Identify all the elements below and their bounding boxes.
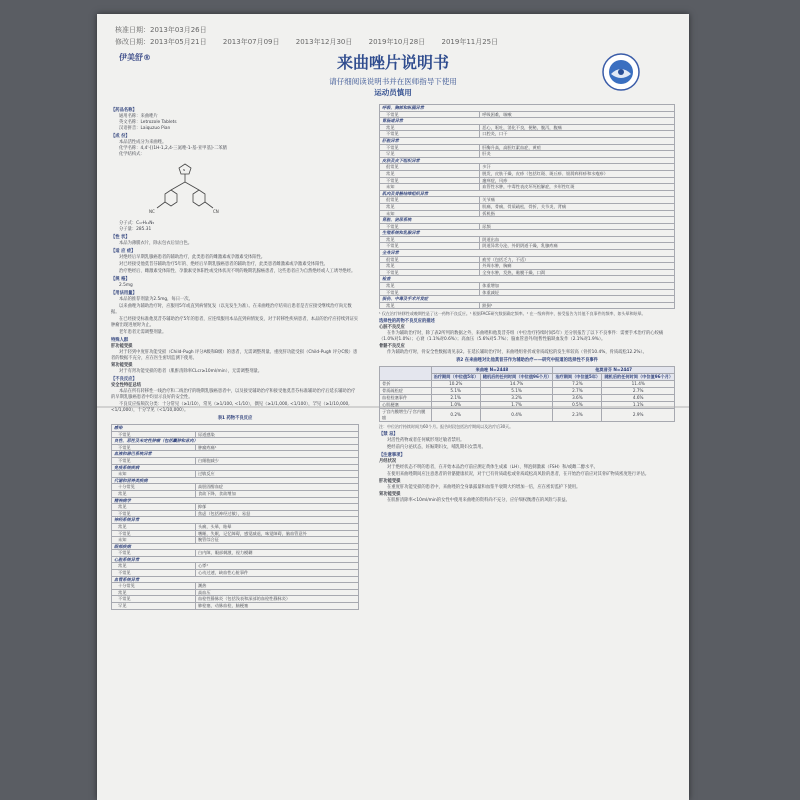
adverse-2: 不良反应按频次分类：十分常见（≥1/10），常见（≥1/100, <1/10），偶见（≥1/1,000, <1/100），罕见（≥1/10,000, <1/1,000），十分罕见（<1/10,000）。 [111, 402, 350, 413]
reaction-cell: 肺栓塞，动脉血栓，脑梗塞 [195, 603, 358, 610]
header-cell [380, 367, 432, 381]
reaction-cell: 阴道出血 [480, 236, 675, 243]
leaflet-sheet [97, 14, 689, 800]
adverse-1: 本品在所有转移性一线治疗和二线治疗的晚期乳腺癌患者中，以及接受辅助治疗和接受他莫昔芬标准辅助治疗后延长辅助治疗的早期乳腺癌患者中均显示良好的安全性。 [111, 389, 356, 400]
frequency-cell: 不常见 [112, 570, 196, 577]
table2-note: 注：中位治疗持续时间为60个月。报告时段包括治疗期间以及治疗后30天。 [379, 424, 514, 430]
frequency-cell: 常见 [380, 203, 480, 210]
table-system-row [380, 296, 675, 303]
frequency-cell: 不常见 [380, 131, 480, 138]
company-logo-icon [601, 52, 641, 92]
frequency-cell: 不常见 [380, 111, 480, 118]
kidney2-text: 在肌酐清除率<10ml/min的女性中使用来曲唑的资料尚不充分，应仔细权衡潜在的风险与获益。 [387, 498, 570, 504]
table-system-row [112, 497, 359, 504]
table-row [380, 269, 675, 276]
table-row [112, 457, 359, 464]
header-cell: 来曲唑 N=2448 [431, 367, 553, 374]
reaction-cell: 口腔炎，口干 [480, 131, 675, 138]
frequency-cell: 罕见 [112, 603, 196, 610]
frequency-cell: 未知 [380, 210, 480, 217]
reaction-cell: 尿频 [480, 223, 675, 230]
event-cell: 子宫内膜增生/子宫内膜癌 [380, 409, 432, 422]
kidney-text: 对于有肾功能受损的患者（肌酐清除率CLcr≥10ml/min），无需调整剂量。 [119, 369, 263, 374]
structure-label: 化学结构式： [119, 152, 145, 157]
table-system-row [380, 137, 675, 144]
reaction-cell: 外周水肿，胸痛 [480, 263, 675, 270]
table-row [380, 388, 675, 395]
adverse-heading: 【不良反应】 [111, 377, 137, 382]
percent-cell: 14.7% [480, 381, 553, 388]
table-row [380, 210, 675, 217]
dosage-3: 在已经接受标准他莫昔芬辅助治疗5年的患者，应连续服用本品直到病情复发，对于转移性疾病患者，本品的治疗应持续到证实肿瘤出现进展时为止。 [111, 317, 359, 328]
liver-text: 对于轻到中度肝功能受损（Child-Pugh 评分A级和B级）的患者，无需调整剂量。重度肝功能受损（Child-Pugh 评分C级）患者的数据不充分，应在医生密切监测下使用。 [111, 350, 358, 361]
percent-cell: 5.1% [480, 388, 553, 395]
safety-subheading: 安全性特征总结 [111, 383, 142, 388]
system-organ-class: 皮肤及皮下组织异常 [380, 157, 675, 164]
right-column [379, 102, 675, 505]
reaction-cell: 心动过速，缺血性心脏事件 [195, 570, 358, 577]
reaction-cell: 呼吸困难，咳嗽 [480, 111, 675, 118]
reaction-cell: 全身水肿，发热，黏膜干燥，口渴 [480, 269, 675, 276]
frequency-cell: 不常见 [112, 530, 196, 537]
contraindication-1: 对活性药物或者任何赋形剂过敏者禁用。 [387, 438, 465, 444]
main-ingredient: 本品活性成分为来曲唑。 [119, 140, 167, 145]
table-row [380, 197, 675, 204]
table-system-row [112, 464, 359, 471]
table-row [380, 203, 675, 210]
brand-name: 伊美舒® [119, 53, 151, 62]
dosage-4: 老年患者无需调整剂量。 [119, 330, 167, 335]
table-row [380, 223, 675, 230]
table-row [112, 589, 359, 596]
table-row [112, 570, 359, 577]
formula: 分子式：C₁₇H₁₁N₅ [119, 221, 155, 226]
subheader-cell: 随机后的任何时间（中位值96个月） [480, 374, 553, 381]
cardiac-text: 在作为辅助治疗时，除了表2所列的数据之外，来曲唑和他莫昔芬组（中位治疗持续时间5年）还分别报告了以下不良事件：需要手术治疗的心绞痛（1.0%对1.0%）；心衰（1.1%对0.6%）；高血压（5.6%对5.7%）；脑血管意外/短暂性脑缺血发作（2.1%对1.9%）。 [379, 331, 664, 343]
percent-cell: 0.2% [431, 409, 480, 422]
table-system-row [380, 276, 675, 283]
kidney2-subheading: 肾功能受损 [379, 492, 401, 498]
table-row [112, 563, 359, 570]
table1-title: 表1 药物不良反应 [217, 416, 253, 421]
table-row [112, 523, 359, 530]
reaction-cell: 抑郁 [195, 504, 358, 511]
frequency-cell: 常见 [380, 236, 480, 243]
reaction-cell: 疲劳（包括乏力，不适） [480, 256, 675, 263]
frequency-cell: 未知 [380, 184, 480, 191]
reaction-cell: 高胆固醇血症 [195, 484, 358, 491]
reaction-cell: 腕管综合征 [195, 537, 358, 544]
system-organ-class: 眼部疾病 [112, 543, 359, 550]
percent-cell: 3.2% [480, 395, 553, 402]
frequency-cell: 罕见 [380, 151, 480, 158]
table-system-row [380, 230, 675, 237]
header-cell: 他莫昔芬 N=2447 [553, 367, 675, 374]
table-row [112, 471, 359, 478]
left-column [111, 106, 359, 612]
event-cell: 心肌梗塞 [380, 402, 432, 409]
reaction-cell: 焦虑（包括神经过敏），易怒 [195, 510, 358, 517]
frequency-cell: 未知 [112, 471, 196, 478]
percent-cell: 2.9% [602, 409, 675, 422]
table-row [380, 164, 675, 171]
frequency-cell: 不常见 [380, 289, 480, 296]
table-system-row [380, 190, 675, 197]
table-row [380, 236, 675, 243]
bone-subheading: 骨骼不良反应 [379, 344, 405, 350]
frequency-cell: 不常见 [380, 144, 480, 151]
indication-3: 治疗绝经后、雌激素受体阳性、孕激素受体阳性或受体状况不明的晚期乳腺癌患者，这些患者应为自然绝经或人工诱导绝经。 [119, 269, 356, 274]
table-system-row [112, 425, 359, 432]
percent-cell: 10.2% [431, 381, 480, 388]
selected-adverse-heading: 选择性的药物不良反应的描述 [379, 319, 435, 325]
reaction-cell: 阴道异常分泌，外阴阴道干燥，乳腺疼痛 [480, 243, 675, 250]
frequency-cell: 常见 [112, 589, 196, 596]
indication-1: 对绝经后早期乳腺癌患者的辅助治疗，此类患者的雌激素或孕激素受体阳性。 [119, 255, 266, 260]
frequency-cell: 不常见 [380, 177, 480, 184]
reaction-cell: 多汗 [480, 164, 675, 171]
frequency-cell: 常见 [112, 504, 196, 511]
indication-heading: 【适 应 症】 [111, 249, 136, 254]
system-organ-class: 肝脏异常 [380, 137, 675, 144]
composition-heading: 【成 份】 [111, 134, 130, 139]
spec-text: 2.5mg [119, 283, 133, 288]
table1-notes: ¹ 仅在治疗转移性或晚期性是了这一药物不良反应。¹ 根据FACE研究数据确定频率。¹ 在一级病例中，接受报告为其他不良事件的频率，如头晕和眩晕。 [379, 311, 646, 317]
svg-text:NC: NC [149, 209, 155, 214]
table-system-row [112, 543, 359, 550]
system-organ-class: 神经系统异常 [112, 517, 359, 524]
table-row [380, 409, 675, 422]
reaction-cell: 关节痛 [480, 197, 675, 204]
table-row [112, 444, 359, 451]
table-system-row [112, 517, 359, 524]
reaction-cell: 体重减轻 [480, 289, 675, 296]
system-organ-class: 肾脏、泌尿系统 [380, 217, 675, 224]
system-organ-class: 心脏系统异常 [112, 556, 359, 563]
system-organ-class: 检查 [380, 276, 675, 283]
frequency-cell: 不常见 [380, 269, 480, 276]
system-organ-class: 呼吸、胸部和纵膈异常 [380, 105, 675, 112]
table-system-row [112, 477, 359, 484]
frequency-cell: 很常见 [380, 256, 480, 263]
reaction-cell: 尿道感染 [195, 431, 358, 438]
table-row [112, 550, 359, 557]
special-population-heading: 特殊人群 [111, 338, 129, 343]
adverse-reaction-table [111, 424, 359, 610]
frequency-cell: 十分常见 [112, 484, 196, 491]
event-cell: 骨折 [380, 381, 432, 388]
frequency-cell: 未知 [112, 537, 196, 544]
subheader-cell: 治疗期间（中位值5年） [553, 374, 602, 381]
system-organ-class: 免疫系统疾病 [112, 464, 359, 471]
percent-cell: 2.7% [553, 388, 602, 395]
svg-text:CN: CN [213, 209, 219, 214]
contraindication-heading: 【禁 忌】 [379, 432, 398, 438]
reaction-cell: 脱发，皮肤干燥，皮疹（包括红斑、斑丘疹、银屑病样疹和水疱疹） [480, 170, 675, 177]
subheader-cell: 治疗期间（中位值5年） [431, 374, 480, 381]
table-system-row [380, 105, 675, 112]
frequency-cell: 常见 [112, 490, 196, 497]
system-organ-class: 胃肠道异常 [380, 118, 675, 125]
table-row [112, 504, 359, 511]
system-organ-class: 肌肉及骨骼结缔组织异常 [380, 190, 675, 197]
table-row [112, 603, 359, 610]
spec-heading: 【规 格】 [111, 277, 130, 282]
cardiac-subheading: 心脏不良反应 [379, 325, 405, 331]
percent-cell: 2.1% [431, 395, 480, 402]
table-system-row [380, 118, 675, 125]
table-row [380, 131, 675, 138]
dosage-heading: 【用法用量】 [111, 291, 137, 296]
table-row [112, 490, 359, 497]
precaution-1: 对于绝经状态不明的患者，在开始本品治疗前应测定黄体生成素（LH）、卵泡刺激素（FSH）和/或雌二醇水平。 [387, 465, 598, 471]
table-row [380, 381, 675, 388]
kidney-subheading: 肾功能受损 [111, 363, 133, 368]
table-row [112, 537, 359, 544]
frequency-cell: 常见 [380, 302, 480, 309]
frequency-cell: 常见 [380, 283, 480, 290]
adverse-reaction-table-continued [379, 104, 675, 309]
event-cell: 血栓栓塞事件 [380, 395, 432, 402]
table-header-row [380, 367, 675, 374]
table-row [380, 289, 675, 296]
frequency-cell: 不常见 [112, 510, 196, 517]
molecular-weight: 分子量：285.31 [119, 227, 152, 232]
svg-text:N: N [183, 168, 186, 172]
frequency-cell: 十分常见 [112, 583, 196, 590]
liver-subheading: 肝功能受损 [111, 344, 133, 349]
reaction-cell: 潮热 [195, 583, 358, 590]
frequency-cell: 不常见 [112, 550, 196, 557]
table-system-row [112, 556, 359, 563]
frequency-cell: 不常见 [112, 444, 196, 451]
table-row [380, 302, 675, 309]
system-organ-class: 全身异常 [380, 250, 675, 257]
frequency-cell: 不常见 [112, 457, 196, 464]
document-title: 来曲唑片说明书 [336, 53, 449, 72]
reaction-cell: 白细胞减少 [195, 457, 358, 464]
revision-header [115, 24, 512, 48]
reaction-cell: 食欲下降，食欲增加 [195, 490, 358, 497]
table-row [112, 484, 359, 491]
chemical-structure-icon [145, 160, 225, 216]
frequency-cell: 常见 [380, 124, 480, 131]
character-text: 本品为薄膜衣片，除去包衣后显白色。 [119, 241, 193, 246]
table-row [380, 144, 675, 151]
reaction-cell: 肌痛，骨痛，骨质疏松，骨折，关节炎，背痛 [480, 203, 675, 210]
revision-dates: 修改日期：2013年05月21日 2013年07月09日 2013年12月30日 2019年10月28日 2019年11月25日 [115, 38, 499, 46]
table-row [112, 530, 359, 537]
percent-cell: 0.4% [480, 409, 553, 422]
reaction-cell: 过敏反应 [195, 471, 358, 478]
frequency-cell: 不常见 [380, 223, 480, 230]
table-row [112, 583, 359, 590]
table-system-row [112, 451, 359, 458]
system-organ-class: 血液和淋巴系统异常 [112, 451, 359, 458]
table-system-row [112, 576, 359, 583]
frequency-cell: 很常见 [380, 197, 480, 204]
liver2-subheading: 肝功能受损 [379, 479, 401, 485]
reaction-cell: 肝酶升高，高胆红素血症，黄疸 [480, 144, 675, 151]
percent-cell: 2.3% [553, 409, 602, 422]
reaction-cell: 恶心，呕吐，消化不良，便秘，腹泻，腹痛 [480, 124, 675, 131]
table-row [112, 596, 359, 603]
reaction-cell: 跌倒¹ [480, 302, 675, 309]
percent-cell: 7.2% [553, 381, 602, 388]
pinyin-name: 汉语拼音：Laiquzuo Pian [119, 126, 171, 131]
system-organ-class: 精神病学 [112, 497, 359, 504]
english-name: 英文名称：Letrozole Tablets [119, 120, 177, 125]
table-row [112, 510, 359, 517]
frequency-cell: 不常见 [380, 243, 480, 250]
approval-date: 核准日期：2013年03月26日 [115, 26, 207, 34]
precaution-heading: 【注意事项】 [379, 453, 405, 459]
table-row [380, 170, 675, 177]
percent-cell: 0.5% [553, 402, 602, 409]
table-row [380, 124, 675, 131]
table-row [380, 263, 675, 270]
dosage-2: 以来曲唑为辅助治疗时，应服用5年或直到病情复发（以先发生为准）。在来曲唑治疗结束后患者是否应接受继续治疗尚无数据。 [111, 304, 352, 315]
percent-cell: 11.4% [602, 381, 675, 388]
system-organ-class: 损伤、中毒及手术并发症 [380, 296, 675, 303]
generic-name: 通用名称：来曲唑片 [119, 114, 158, 119]
reaction-cell: 心悸¹ [195, 563, 358, 570]
contraindication-2: 绝经前内分泌状态，妊娠期妇女，哺乳期妇女禁用。 [387, 445, 486, 451]
table-system-row [380, 217, 675, 224]
table2-title: 表2 在来曲唑对比他莫昔芬作为辅助治疗——研究中报道的选择性不良事件 [456, 358, 598, 364]
reaction-cell: 头痛，头晕，眩晕 [195, 523, 358, 530]
system-organ-class: 感染 [112, 425, 359, 432]
subtitle: 请仔细阅读说明书并在医师指导下使用 运动员慎用 [329, 77, 457, 97]
drug-name-heading: 【药品名称】 [111, 108, 137, 113]
percent-cell: 3.6% [553, 395, 602, 402]
subheader-cell: 随机后的任何时间（中位值96个月） [602, 374, 675, 381]
percent-cell: 1.7% [480, 402, 553, 409]
system-organ-class: 血管系统异常 [112, 576, 359, 583]
reaction-cell: 扳机指 [480, 210, 675, 217]
frequency-cell: 常见 [112, 563, 196, 570]
table-row [380, 395, 675, 402]
dosage-1: 本品的推荐剂量为2.5mg，每日一次。 [119, 297, 193, 302]
frequency-cell: 不常见 [112, 431, 196, 438]
precaution-2: 在使用来曲唑期间应注意患者的骨骼健康状况，对于已有骨质疏松或骨质疏松高风险的患者，在开始治疗前应对其骨矿物质密度进行评估。 [387, 472, 650, 478]
table-row [380, 111, 675, 118]
frequency-cell: 常见 [112, 523, 196, 530]
percent-cell: 1.0% [431, 402, 480, 409]
bone-text: 作为辅助治疗时，骨安全性数据请见表2。在延长辅助治疗时，来曲唑组骨折或骨质疏松的发生率较高（骨折10.4%，骨质疏松12.2%）。 [387, 350, 647, 356]
table-row [380, 243, 675, 250]
reaction-cell: 血栓性静脉炎（包括浅表和深部的血栓性静脉炎） [195, 596, 358, 603]
reaction-cell: 肝炎 [480, 151, 675, 158]
system-organ-class: 代谢和营养类疾病 [112, 477, 359, 484]
reaction-cell: 体重增加 [480, 283, 675, 290]
frequency-cell: 很常见 [380, 164, 480, 171]
reaction-cell: 白内障，眼部刺激，视力模糊 [195, 550, 358, 557]
reaction-cell: 高血压 [195, 589, 358, 596]
frequency-cell: 常见 [380, 170, 480, 177]
system-organ-class: 生殖系统和乳腺异常 [380, 230, 675, 237]
comparison-table [379, 366, 675, 422]
table-row [380, 151, 675, 158]
liver2-text: 在重度肝功能受损的患者中，来曲唑的全身暴露量和血浆半衰期大约增加一倍，应在密切监护下使用。 [387, 485, 581, 491]
table-row [112, 431, 359, 438]
reaction-cell: 嗜睡，失眠，记忆障碍，感觉减退，味觉障碍，脑血管意外 [195, 530, 358, 537]
reaction-cell: 瘙痒症，风疹 [480, 177, 675, 184]
chemical-name: 化学名称：4,4'-[(1H-1,2,4-三氮唑-1-基-亚甲基]-二苯腈 [119, 146, 227, 151]
reaction-cell: 肿瘤疼痛¹ [195, 444, 358, 451]
percent-cell: 2.7% [602, 388, 675, 395]
character-heading: 【性 状】 [111, 235, 130, 240]
percent-cell: 5.1% [431, 388, 480, 395]
table-row [380, 402, 675, 409]
system-organ-class: 良性、恶性及未定性肿瘤（包括囊肿和息肉） [112, 438, 359, 445]
table-row [380, 283, 675, 290]
percent-cell: 1.1% [602, 402, 675, 409]
table-system-row [380, 157, 675, 164]
menopause-subheading: 月经状况 [379, 459, 397, 465]
table-system-row [380, 250, 675, 257]
indication-2: 对已经接受他莫昔芬辅助治疗5年的、绝经后早期乳腺癌患者的辅助治疗，此类患者雌激素或孕激素受体阳性。 [119, 262, 328, 267]
table-row [380, 256, 675, 263]
event-cell: 骨质疏松症 [380, 388, 432, 395]
table-system-row [112, 438, 359, 445]
frequency-cell: 不常见 [112, 596, 196, 603]
reaction-cell: 血管性水肿，中毒性表皮坏死松解症，多形性红斑 [480, 184, 675, 191]
frequency-cell: 常见 [380, 263, 480, 270]
percent-cell: 4.6% [602, 395, 675, 402]
table-row [380, 184, 675, 191]
table-row [380, 177, 675, 184]
